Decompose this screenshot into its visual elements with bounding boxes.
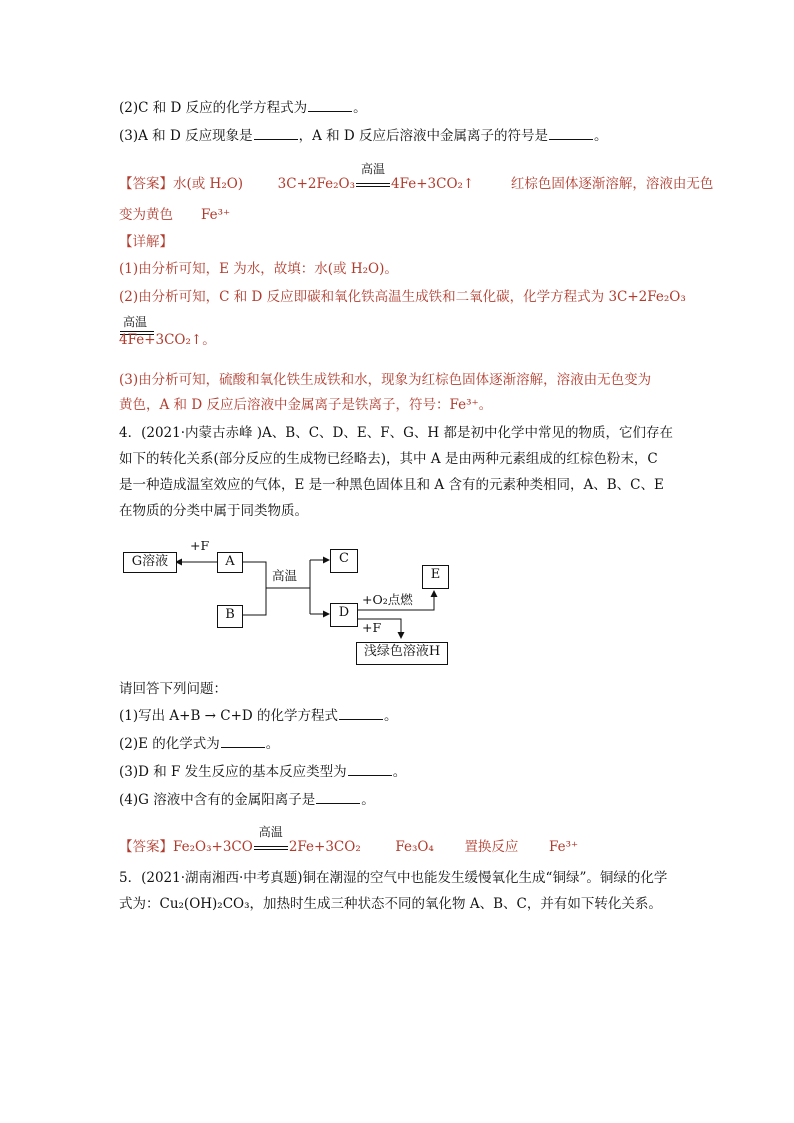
equation-left: 3C+2Fe₂O₃ — [277, 176, 356, 192]
q4-sub4-text: (4)G 溶液中含有的金属阳离子是 — [119, 792, 316, 808]
q3-sub3-text-b: ，A 和 D 反应后溶液中金属离子的符号是 — [298, 128, 549, 144]
answer-blank — [339, 705, 383, 720]
detail-3: (3)由分析可知，硫酸和氧化铁生成铁和水，现象为红棕色固体逐渐溶解，溶液由无色变为 — [119, 372, 652, 388]
detail-1: (1)由分析可知，E 为水，故填：水(或 H₂O)。 — [119, 261, 398, 277]
equation-right: 4Fe+3CO₂↑ — [391, 176, 475, 192]
detail-2-equation: 4Fe+3CO₂↑。 — [119, 332, 216, 348]
answer-tag: 【答案】 — [119, 176, 173, 192]
period: 。 — [265, 736, 280, 752]
period: 。 — [392, 764, 407, 780]
q3-sub2-text: (2)C 和 D 反应的化学方程式为 — [119, 100, 308, 116]
answer-ion: Fe³⁺ — [201, 207, 231, 223]
answer-2: Fe₃O₄ — [395, 839, 434, 855]
answer-blank — [316, 789, 360, 804]
answer-3: 置换反应 — [464, 839, 519, 855]
plus-f-label: +F — [190, 538, 210, 553]
high-temp-label: 高温 — [272, 568, 298, 583]
q4-prompt: 请回答下列问题： — [119, 681, 227, 697]
q4-sub1 — [119, 705, 398, 726]
a-box: A — [217, 552, 243, 573]
o2-ignite-label: +O₂点燃 — [362, 592, 413, 607]
period: 。 — [384, 708, 398, 724]
e-box: E — [422, 565, 449, 589]
answer-3: 红棕色固体逐渐溶解，溶液由无色 — [510, 176, 714, 192]
answer-tag: 【答案】 — [119, 839, 173, 855]
condition-label: 高温 — [361, 162, 386, 176]
equation-left: Fe₂O₃+3CO — [173, 839, 253, 855]
q4-sub2 — [119, 733, 279, 754]
b-box: B — [217, 605, 243, 628]
q4-sub3 — [119, 761, 406, 782]
q4-line4: 在物质的分类中属于同类物质。 — [119, 503, 308, 519]
c-box: C — [330, 549, 358, 573]
answer-3-cont: 变为黄色 — [119, 207, 173, 223]
g-solution-box: G溶液 — [123, 552, 177, 573]
plus-f-label: +F — [362, 620, 382, 635]
equation-right: 2Fe+3CO₂ — [288, 839, 361, 855]
reaction-condition — [253, 826, 289, 857]
q4-line1: 4．(2021·内蒙古赤峰 )A、B、C、D、E、F、G、H 都是初中化学中常见的物质，它们存在 — [119, 425, 673, 441]
q4-answer — [119, 826, 578, 857]
q4-sub2-text: (2)E 的化学式为 — [119, 736, 220, 752]
answer-4: Fe³⁺ — [549, 839, 579, 855]
condition-label: 高温 — [258, 825, 283, 839]
detail-3-cont: 黄色，A 和 D 反应后溶液中金属离子是铁离子，符号：Fe³⁺。 — [119, 397, 493, 413]
q4-sub3-text: (3)D 和 F 发生反应的基本反应类型为 — [119, 764, 347, 780]
q4-line2: 如下的转化关系(部分反应的生成物已经略去)，其中 A 是由两种元素组成的红棕色粉末，C — [119, 451, 658, 467]
period: 。 — [353, 100, 367, 116]
period: 。 — [361, 792, 375, 808]
q4-sub4 — [119, 789, 375, 810]
q5-line1: 5．(2021·湖南湘西·中考真题)铜在潮湿的空气中也能发生缓慢氧化生成“铜绿”。铜绿的化学 — [119, 870, 668, 886]
period: 。 — [594, 128, 608, 144]
condition-label: 高温 — [122, 315, 148, 329]
q4-line3: 是一种造成温室效应的气体，E 是一种黑色固体且和 A 含有的元素种类相同，A、B、C、E — [119, 477, 664, 493]
q4-sub1-text: (1)写出 A+B → C+D 的化学方程式 — [119, 708, 339, 724]
answer-1: 水(或 H₂O) — [173, 176, 244, 192]
answer-blank — [348, 761, 392, 776]
h-solution-box: 浅绿色溶液H — [356, 642, 448, 665]
q5-line2: 式为：Cu₂(OH)₂CO₃，加热时生成三种状态不同的氧化物 A、B、C，并有如下转化关系。 — [119, 896, 662, 912]
detail-2: (2)由分析可知，C 和 D 反应即碳和氧化铁高温生成铁和二氧化碳，化学方程式为 3C+2Fe₂O₃ — [119, 289, 686, 305]
d-box: D — [330, 603, 358, 627]
q3-sub3-text-a: (3)A 和 D 反应现象是 — [119, 128, 253, 144]
answer-blank — [221, 733, 265, 748]
detail-tag: 【详解】 — [119, 234, 173, 250]
